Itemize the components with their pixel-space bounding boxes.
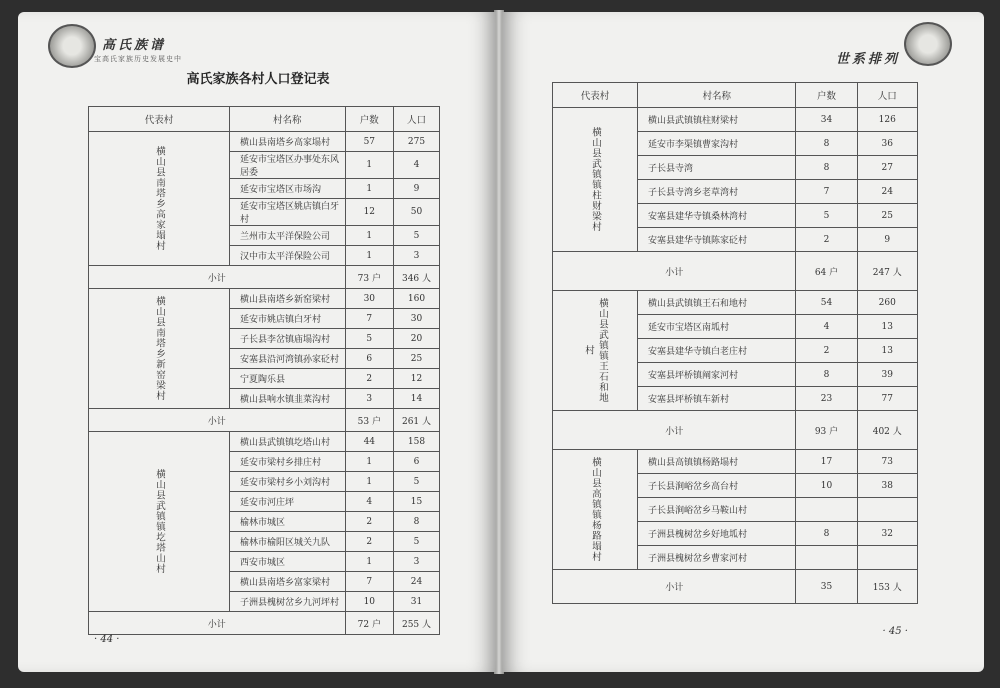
- population: 3: [394, 552, 440, 572]
- population: 30: [394, 309, 440, 329]
- table-row: [89, 289, 440, 309]
- households: 1: [345, 179, 393, 199]
- households: 1: [345, 152, 393, 179]
- population: 20: [394, 329, 440, 349]
- households: [796, 498, 857, 522]
- subtotal-households: 35: [796, 570, 857, 604]
- population: 9: [394, 179, 440, 199]
- village-name: 子长县李岔镇庙塌沟村: [230, 329, 346, 349]
- households: 1: [345, 246, 393, 266]
- village-name: 子长县涧峪岔乡马鞍山村: [638, 498, 796, 522]
- subtotal-population: 402 人: [857, 411, 917, 450]
- village-name: 子洲县槐树岔乡曹家河村: [638, 546, 796, 570]
- population: 24: [394, 572, 440, 592]
- village-name: 子洲县槐树岔乡九河坪村: [230, 592, 346, 612]
- col-header: 代表村: [89, 107, 230, 132]
- population: 13: [857, 339, 917, 363]
- population: 39: [857, 363, 917, 387]
- households: 8: [796, 132, 857, 156]
- village-name: 子长县寺湾: [638, 156, 796, 180]
- subtotal-row: [553, 411, 918, 450]
- village-group-label: 横山县南塔乡新窑梁村: [89, 289, 230, 409]
- family-seal-icon: [904, 22, 952, 66]
- population: 260: [857, 291, 917, 315]
- households: 4: [345, 492, 393, 512]
- households: 44: [345, 432, 393, 452]
- village-name: 横山县高镇镇杨路塌村: [638, 450, 796, 474]
- households: 1: [345, 452, 393, 472]
- left-header-title: 高氏族谱: [102, 38, 167, 53]
- households: 1: [345, 226, 393, 246]
- page-number: · 44 ·: [94, 634, 120, 645]
- left-header-subtitle: 宝高氏家族历史发展史中: [94, 55, 182, 63]
- village-name: 宁夏陶乐县: [230, 369, 346, 389]
- col-header: 人口: [857, 83, 917, 108]
- col-header: 代表村: [553, 83, 638, 108]
- population: 12: [394, 369, 440, 389]
- households: 30: [345, 289, 393, 309]
- subtotal-households: 64 户: [796, 252, 857, 291]
- households: 54: [796, 291, 857, 315]
- village-group-label: 横山县武镇镇王石和地村: [553, 291, 638, 411]
- village-name: 横山县武镇镇柱财梁村: [638, 108, 796, 132]
- subtotal-population: 261 人: [394, 409, 440, 432]
- table-row: [553, 108, 918, 132]
- subtotal-label: 小计: [553, 252, 796, 291]
- households: 8: [796, 156, 857, 180]
- households: 7: [345, 309, 393, 329]
- households: 12: [345, 199, 393, 226]
- village-group-label: 横山县高镇镇杨路塌村: [553, 450, 638, 570]
- households: 2: [345, 369, 393, 389]
- table-header-row: [89, 107, 440, 132]
- population: 15: [394, 492, 440, 512]
- households: 23: [796, 387, 857, 411]
- subtotal-row: [89, 612, 440, 635]
- subtotal-households: 53 户: [345, 409, 393, 432]
- village-name: 榆林市榆阳区城关九队: [230, 532, 346, 552]
- col-header: 户数: [796, 83, 857, 108]
- population: 4: [394, 152, 440, 179]
- village-name: 横山县南塔乡富家梁村: [230, 572, 346, 592]
- village-name: 安塞县坪桥镇阐家河村: [638, 363, 796, 387]
- population: 275: [394, 132, 440, 152]
- subtotal-label: 小计: [553, 411, 796, 450]
- village-name: 延安市李渠镇曹家沟村: [638, 132, 796, 156]
- village-name: 子长县寺湾乡老草湾村: [638, 180, 796, 204]
- table-row: [89, 432, 440, 452]
- households: 3: [345, 389, 393, 409]
- population: 36: [857, 132, 917, 156]
- subtotal-population: 153 人: [857, 570, 917, 604]
- households: 1: [345, 552, 393, 572]
- population: 31: [394, 592, 440, 612]
- population: [857, 546, 917, 570]
- population: 25: [394, 349, 440, 369]
- subtotal-label: 小计: [89, 612, 346, 635]
- village-name: 延安市河庄坪: [230, 492, 346, 512]
- table-header-row: [553, 83, 918, 108]
- village-name: 横山县武镇镇王石和地村: [638, 291, 796, 315]
- population: 13: [857, 315, 917, 339]
- households: 17: [796, 450, 857, 474]
- village-name: 安塞县建华寺镇桑林湾村: [638, 204, 796, 228]
- households: 10: [345, 592, 393, 612]
- households: 2: [345, 532, 393, 552]
- households: 7: [345, 572, 393, 592]
- subtotal-row: [89, 409, 440, 432]
- population: 38: [857, 474, 917, 498]
- households: 34: [796, 108, 857, 132]
- population: 50: [394, 199, 440, 226]
- village-name: 延安市宝塔区市场沟: [230, 179, 346, 199]
- village-name: 延安市梁村乡小刘沟村: [230, 472, 346, 492]
- households: 4: [796, 315, 857, 339]
- col-header: 村名称: [230, 107, 346, 132]
- left-page: [18, 12, 496, 672]
- subtotal-households: 93 户: [796, 411, 857, 450]
- left-population-table: [88, 106, 440, 635]
- population: 6: [394, 452, 440, 472]
- households: 57: [345, 132, 393, 152]
- page-number: · 45 ·: [882, 626, 908, 637]
- right-population-table: [552, 82, 918, 604]
- population: 158: [394, 432, 440, 452]
- village-name: 横山县南塔乡新窑梁村: [230, 289, 346, 309]
- population: 25: [857, 204, 917, 228]
- village-group-label: 横山县南塔乡高家塌村: [89, 132, 230, 266]
- village-name: 安塞县坪桥镇车新村: [638, 387, 796, 411]
- village-name: 横山县南塔乡高家塌村: [230, 132, 346, 152]
- village-name: 榆林市城区: [230, 512, 346, 532]
- subtotal-row: [553, 570, 918, 604]
- population: 32: [857, 522, 917, 546]
- village-name: 西安市城区: [230, 552, 346, 572]
- population: 5: [394, 226, 440, 246]
- col-header: 人口: [394, 107, 440, 132]
- subtotal-households: 72 户: [345, 612, 393, 635]
- households: 5: [796, 204, 857, 228]
- households: [796, 546, 857, 570]
- population: 9: [857, 228, 917, 252]
- village-name: 延安市宝塔区姚店镇白牙村: [230, 199, 346, 226]
- population: 8: [394, 512, 440, 532]
- col-header: 户数: [345, 107, 393, 132]
- subtotal-population: 247 人: [857, 252, 917, 291]
- table-row: [89, 132, 440, 152]
- table-title: 高氏家族各村人口登记表: [186, 72, 330, 87]
- village-name: 安塞县沿河湾镇孙家砭村: [230, 349, 346, 369]
- households: 8: [796, 522, 857, 546]
- village-name: 汉中市太平洋保险公司: [230, 246, 346, 266]
- village-name: 横山县武镇镇圪塔山村: [230, 432, 346, 452]
- households: 5: [345, 329, 393, 349]
- households: 8: [796, 363, 857, 387]
- subtotal-households: 73 户: [345, 266, 393, 289]
- right-header-title: 世系排列: [835, 52, 900, 67]
- village-group-label: 横山县武镇镇柱财梁村: [553, 108, 638, 252]
- village-name: 横山县响水镇韭菜沟村: [230, 389, 346, 409]
- population: 14: [394, 389, 440, 409]
- village-name: 安塞县建华寺镇陈家砭村: [638, 228, 796, 252]
- population: 73: [857, 450, 917, 474]
- population: 5: [394, 532, 440, 552]
- right-page: [502, 12, 984, 672]
- table-row: [553, 450, 918, 474]
- village-name: 延安市宝塔区办事处东风居委: [230, 152, 346, 179]
- village-name: 延安市梁村乡排庄村: [230, 452, 346, 472]
- households: 6: [345, 349, 393, 369]
- subtotal-label: 小计: [89, 409, 346, 432]
- subtotal-label: 小计: [553, 570, 796, 604]
- population: [857, 498, 917, 522]
- village-name: 延安市姚店镇白牙村: [230, 309, 346, 329]
- subtotal-row: [553, 252, 918, 291]
- population: 27: [857, 156, 917, 180]
- subtotal-label: 小计: [89, 266, 346, 289]
- population: 5: [394, 472, 440, 492]
- households: 2: [796, 228, 857, 252]
- village-group-label: 横山县武镇镇圪塔山村: [89, 432, 230, 612]
- households: 1: [345, 472, 393, 492]
- village-name: 子长县涧峪岔乡高台村: [638, 474, 796, 498]
- village-name: 子洲县槐树岔乡好地坬村: [638, 522, 796, 546]
- population: 77: [857, 387, 917, 411]
- households: 7: [796, 180, 857, 204]
- households: 10: [796, 474, 857, 498]
- village-name: 安塞县建华寺镇白老庄村: [638, 339, 796, 363]
- family-seal-icon: [48, 24, 96, 68]
- population: 126: [857, 108, 917, 132]
- households: 2: [345, 512, 393, 532]
- population: 24: [857, 180, 917, 204]
- table-row: [553, 291, 918, 315]
- subtotal-row: [89, 266, 440, 289]
- subtotal-population: 346 人: [394, 266, 440, 289]
- col-header: 村名称: [638, 83, 796, 108]
- subtotal-population: 255 人: [394, 612, 440, 635]
- households: 2: [796, 339, 857, 363]
- population: 160: [394, 289, 440, 309]
- village-name: 兰州市太平洋保险公司: [230, 226, 346, 246]
- population: 3: [394, 246, 440, 266]
- village-name: 延安市宝塔区南坬村: [638, 315, 796, 339]
